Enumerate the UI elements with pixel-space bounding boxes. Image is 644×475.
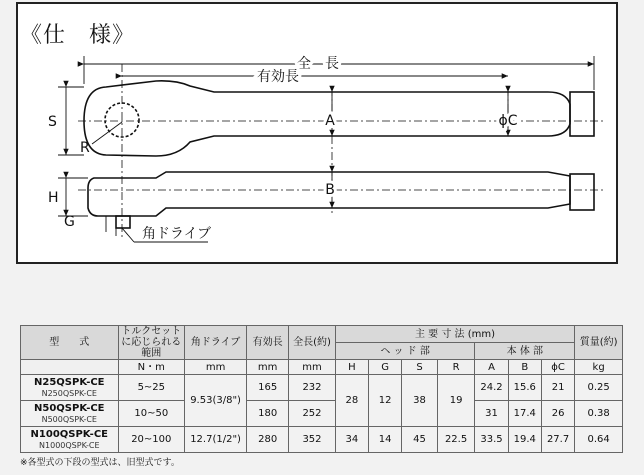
G-cell: 12 <box>369 375 402 427</box>
col-A: A <box>475 360 508 375</box>
table-note: ※各型式の下段の型式は、旧型式です。 <box>20 458 180 468</box>
model-cell: N100QSPK-CE N1000QSPK-CE <box>21 427 119 453</box>
range-cell: 5~25 <box>118 375 185 401</box>
label-B: B <box>325 182 335 198</box>
unit-square-drive: mm <box>185 360 247 375</box>
C-cell: 27.7 <box>541 427 574 453</box>
unit-overall-length: mm <box>289 360 336 375</box>
A-cell: 24.2 <box>475 375 508 401</box>
C-cell: 26 <box>541 401 574 427</box>
header-overall-length: 全長(約) <box>289 326 336 360</box>
unit-torque-range: N・m <box>118 360 185 375</box>
section-title: 《仕 様》 <box>20 23 136 48</box>
A-cell: 31 <box>475 401 508 427</box>
H-cell: 28 <box>335 375 368 427</box>
col-C: ϕC <box>541 360 574 375</box>
label-square-drive: 角ドライブ <box>142 226 212 242</box>
col-S: S <box>402 360 437 375</box>
col-B: B <box>508 360 541 375</box>
table-row <box>21 401 623 427</box>
R-cell: 19 <box>437 375 475 427</box>
range-cell: 20~100 <box>118 427 185 453</box>
total-cell: 232 <box>289 375 336 401</box>
col-R: R <box>437 360 475 375</box>
model-cell: N25QSPK-CE N250QSPK-CE <box>21 375 119 401</box>
col-H: H <box>335 360 368 375</box>
B-cell: 15.6 <box>508 375 541 401</box>
header-model: 型 式 <box>21 326 119 360</box>
label-A: A <box>325 113 335 129</box>
square-drive <box>116 216 130 228</box>
range-cell: 10~50 <box>118 401 185 427</box>
header-mass: 質量(約) <box>575 326 623 360</box>
table-row <box>21 427 623 453</box>
spec-table-wrap <box>20 325 623 468</box>
header-head: ヘ ッ ド 部 <box>335 343 475 360</box>
S-cell: 45 <box>402 427 437 453</box>
mass-cell: 0.64 <box>575 427 623 453</box>
model-cell: N50QSPK-CE N500QSPK-CE <box>21 401 119 427</box>
A-cell: 33.5 <box>475 427 508 453</box>
label-effective-length: 有効長 <box>257 69 299 85</box>
label-overall-length: 全 長 <box>297 56 339 72</box>
header-main-dims: 主 要 寸 法 (mm) <box>335 326 574 343</box>
spec-table <box>20 325 623 453</box>
header-square-drive: 角ドライブ <box>185 326 247 360</box>
spec-drawing <box>16 2 618 264</box>
eff-cell: 165 <box>247 375 289 401</box>
label-R: R <box>80 140 90 156</box>
mass-cell: 0.38 <box>575 401 623 427</box>
eff-cell: 280 <box>247 427 289 453</box>
drive-cell: 9.53(3/8") <box>185 375 247 427</box>
B-cell: 19.4 <box>508 427 541 453</box>
label-G: G <box>64 214 75 230</box>
unit-effective-length: mm <box>247 360 289 375</box>
S-cell: 38 <box>402 375 437 427</box>
header-body: 本 体 部 <box>475 343 575 360</box>
drive-cell: 12.7(1/2") <box>185 427 247 453</box>
table-row <box>21 375 623 401</box>
G-cell: 14 <box>369 427 402 453</box>
label-H: H <box>48 190 59 206</box>
C-cell: 21 <box>541 375 574 401</box>
B-cell: 17.4 <box>508 401 541 427</box>
total-cell: 252 <box>289 401 336 427</box>
mass-cell: 0.25 <box>575 375 623 401</box>
label-C: ϕC <box>498 113 518 129</box>
unit-mass: kg <box>575 360 623 375</box>
wrench-top-grip <box>570 92 594 136</box>
col-G: G <box>369 360 402 375</box>
label-S: S <box>48 114 57 130</box>
total-cell: 352 <box>289 427 336 453</box>
R-cell: 22.5 <box>437 427 475 453</box>
eff-cell: 180 <box>247 401 289 427</box>
H-cell: 34 <box>335 427 368 453</box>
wrench-side-grip <box>570 174 594 210</box>
unit-model <box>21 360 119 375</box>
header-effective-length: 有効長 <box>247 326 289 360</box>
header-torque-range: トルクセットに応じられる範囲 <box>118 326 185 360</box>
